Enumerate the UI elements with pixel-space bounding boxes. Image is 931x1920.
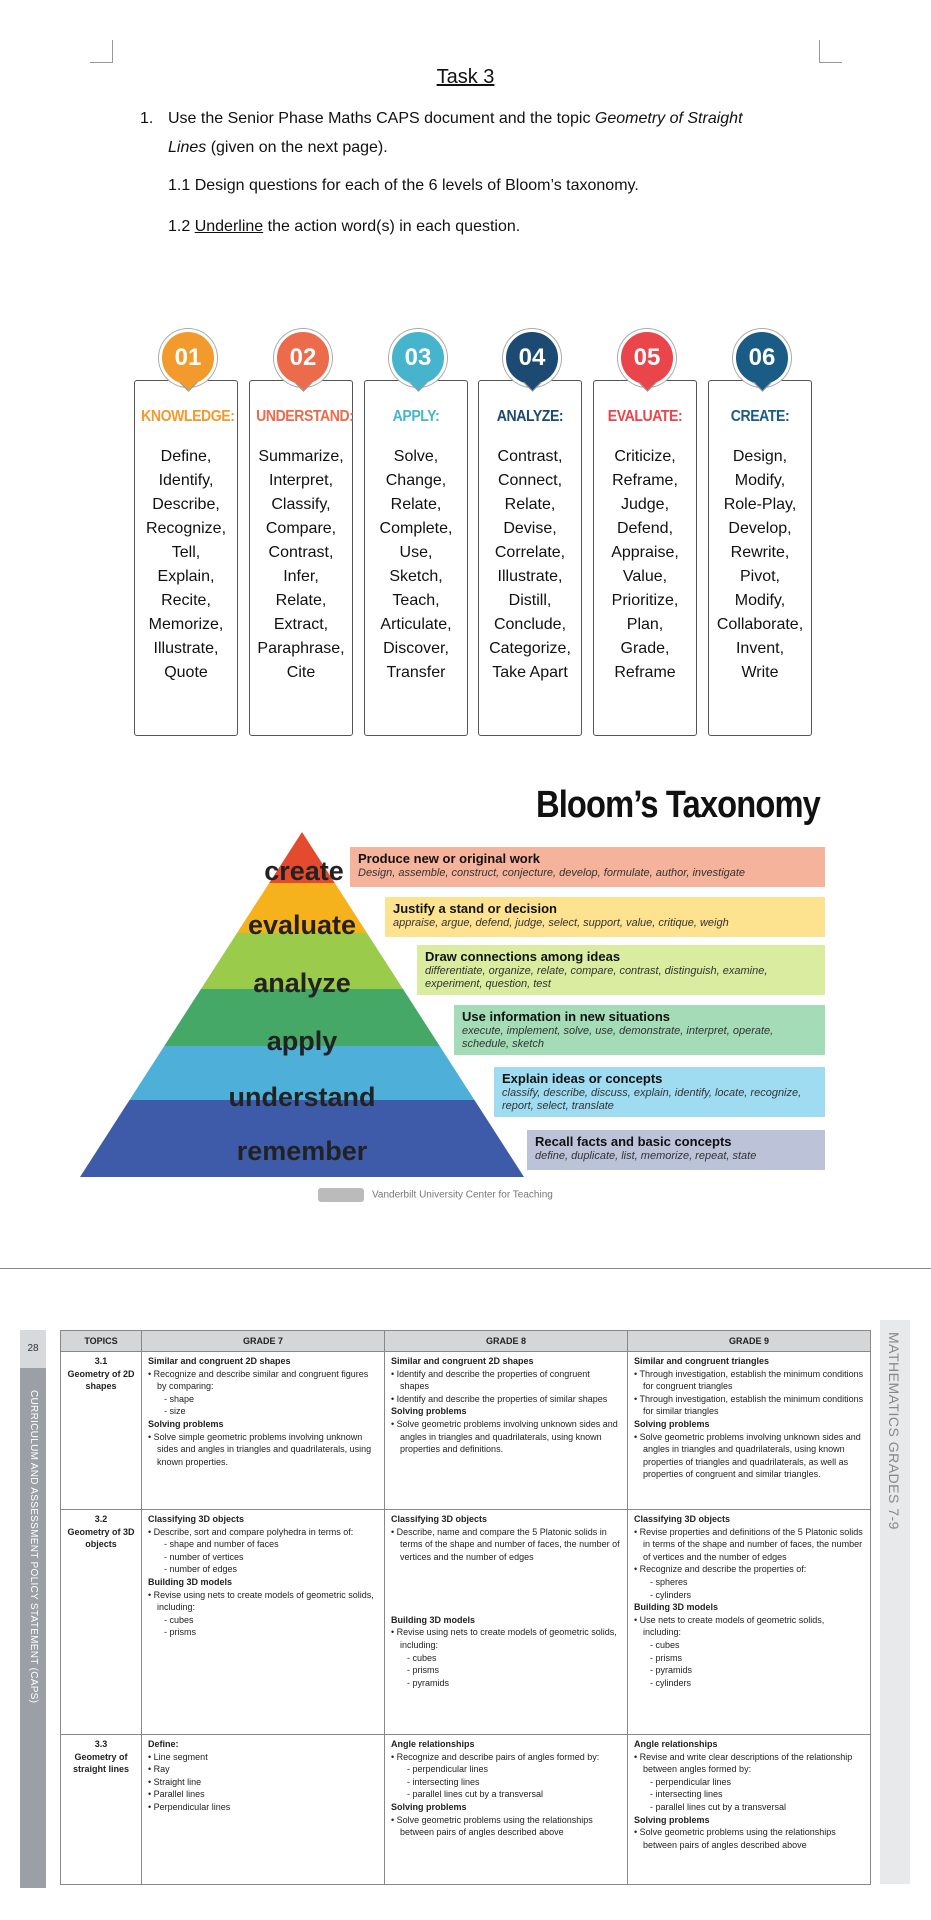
level-verb: Identify, [158, 472, 214, 489]
cell-heading: Angle relationships [634, 1739, 718, 1749]
cell-item: • Revise and write clear descriptions of the relationship between angles formed by: [634, 1751, 864, 1776]
level-verb: Judge, [620, 496, 670, 513]
question-1-topic-b: Lines [168, 139, 207, 156]
cell-item: - cubes [634, 1639, 864, 1652]
page-divider [0, 1268, 931, 1269]
cell-item: - perpendicular lines [391, 1763, 621, 1776]
cell-item: • Describe, sort and compare polyhedra in terms of: [148, 1526, 378, 1539]
question-1-2-underline: Underline [194, 218, 264, 235]
level-verb: Infer, [283, 568, 319, 585]
level-card-5 [593, 380, 697, 736]
level-verb: Sketch, [389, 568, 443, 585]
level-number: 02 [289, 344, 317, 371]
cell-item: • Revise using nets to create models of geometric solids, including: [391, 1626, 621, 1651]
level-verb: Prioritize, [611, 592, 679, 609]
cell-item: • Revise using nets to create models of geometric solids, including: [148, 1589, 378, 1614]
level-verb: Plan, [626, 616, 664, 633]
question-1-1: 1.1 Design questions for each of the 6 levels of Bloom’s taxonomy. [168, 177, 639, 194]
credit-text: Vanderbilt University Center for Teaching [372, 1189, 553, 1201]
cell-item: • Solve simple geometric problems involving unknown sides and angles in triangles and quadrilaterals, using known properties. [148, 1431, 378, 1469]
cell-item: • Through investigation, establish the minimum conditions for similar triangles [634, 1393, 864, 1418]
question-1-topic-a: Geometry of Straight [594, 110, 743, 127]
level-title: EVALUATE: [607, 408, 683, 425]
cell-item: - prisms [634, 1652, 864, 1665]
tier-label-evaluate: evaluate [247, 910, 357, 940]
level-verb: Develop, [728, 520, 792, 537]
level-verb: Relate, [390, 496, 442, 513]
topic-name: Geometry of 3D objects [67, 1526, 135, 1550]
level-badge [733, 329, 791, 387]
topic-number: 3.3 [94, 1739, 108, 1749]
cell-item: • Solve geometric problems involving unknown sides and angles in triangles and quadrilaterals, using known properties of triangles and quadrilaterals, as well as properties of congruent and similar triangles. [634, 1431, 864, 1481]
page-number: 28 [20, 1330, 46, 1368]
cell-item: - pyramids [634, 1664, 864, 1677]
grade-cell-g9 [628, 1352, 871, 1510]
cell-item: • Recognize and describe similar and congruent figures by comparing: [148, 1368, 378, 1393]
level-title: ANALYZE: [496, 408, 564, 425]
level-verb: Relate, [275, 592, 327, 609]
topic-number: 3.2 [94, 1514, 108, 1524]
level-verb: Contrast, [268, 544, 334, 561]
tier-description-analyze [417, 945, 825, 995]
caps-left-banner-text: CURRICULUM AND ASSESSMENT POLICY STATEMENT (CAPS) [28, 1390, 39, 1704]
cell-item: - cubes [391, 1652, 621, 1665]
level-verb: Reframe, [612, 472, 678, 489]
tier-verbs: classify, describe, discuss, explain, identify, locate, recognize, report, select, translate [502, 1087, 802, 1112]
header-topics: TOPICS [61, 1331, 142, 1352]
level-verb: Recite, [161, 592, 211, 609]
level-verb: Pivot, [739, 568, 780, 585]
cell-item: • Ray [148, 1763, 378, 1776]
level-verb: Recognize, [145, 520, 227, 537]
cell-item: - size [148, 1405, 378, 1418]
level-verb: Teach, [392, 592, 440, 609]
question-1-2-number: 1.2 [168, 218, 195, 235]
level-verb: Grade, [620, 640, 670, 657]
tier-verbs: execute, implement, solve, use, demonstrate, interpret, operate, schedule, sketch [462, 1025, 774, 1050]
pyramid-title: Bloom’s Taxonomy [535, 784, 820, 826]
cell-heading: Solving problems [148, 1418, 224, 1429]
level-number: 06 [748, 344, 776, 371]
level-number: 05 [633, 344, 661, 371]
grade-cell-g8 [385, 1735, 628, 1885]
level-verb: Describe, [152, 496, 220, 513]
cell-item: - perpendicular lines [634, 1776, 864, 1789]
cell-item: • Identify and describe the properties of congruent shapes [391, 1368, 621, 1393]
grade-cell-g7 [142, 1735, 385, 1885]
corner-mark-right [819, 40, 842, 63]
level-verbs [709, 445, 811, 685]
level-verb: Distill, [508, 592, 552, 609]
tier-verbs: appraise, argue, defend, judge, select, support, value, critique, weigh [393, 917, 729, 929]
tier-heading: Explain ideas or concepts [502, 1071, 663, 1086]
cell-item: • Through investigation, establish the minimum conditions for congruent triangles [634, 1368, 864, 1393]
level-verb: Complete, [379, 520, 453, 537]
cell-item: - parallel lines cut by a transversal [634, 1801, 864, 1814]
level-verb: Articulate, [380, 616, 452, 633]
level-verb: Relate, [504, 496, 556, 513]
topic-name: Geometry of 2D shapes [67, 1368, 135, 1392]
level-card-6 [708, 380, 812, 736]
cell-item: • Describe, name and compare the 5 Platonic solids in terms of the shape and number of faces, the number of vertices and the number of edges [391, 1526, 621, 1564]
cell-heading: Similar and congruent 2D shapes [391, 1356, 534, 1366]
cell-item: - cubes [148, 1614, 378, 1627]
cell-heading: Building 3D models [391, 1614, 476, 1625]
level-verb: Role-Play, [723, 496, 797, 513]
grade-cell-g7 [142, 1510, 385, 1735]
level-verb: Discover, [383, 640, 449, 657]
level-verb: Design, [732, 448, 788, 465]
level-verb: Value, [622, 568, 668, 585]
level-verb: Memorize, [148, 616, 224, 633]
cell-item: - cylinders [634, 1677, 864, 1690]
tier-label-understand: understand [228, 1082, 376, 1112]
level-card-3 [364, 380, 468, 736]
level-verb: Modify, [734, 592, 786, 609]
level-verb: Categorize, [489, 640, 571, 657]
question-1-text-a: Use the Senior Phase Maths CAPS document and the topic [168, 110, 595, 127]
level-verb: Classify, [271, 496, 331, 513]
level-title: UNDERSTAND: [256, 408, 354, 425]
level-verbs [135, 445, 237, 685]
cell-item: • Identify and describe the properties of similar shapes [391, 1393, 621, 1406]
tier-description-create [350, 847, 825, 887]
caps-right-banner [880, 1320, 910, 1884]
level-verb: Quote [164, 664, 208, 681]
level-verb: Solve, [393, 448, 439, 465]
header-grade-7: GRADE 7 [142, 1331, 385, 1352]
table-row [61, 1352, 871, 1510]
cell-heading: Classifying 3D objects [634, 1514, 731, 1524]
level-verb: Use, [399, 544, 433, 561]
tier-heading: Use information in new situations [462, 1009, 671, 1024]
level-badge [159, 329, 217, 387]
level-verb: Explain, [157, 568, 215, 585]
topic-cell [61, 1510, 142, 1735]
tier-description-remember [527, 1130, 825, 1170]
level-verb: Appraise, [611, 544, 679, 561]
corner-mark-left [90, 40, 113, 63]
level-verb: Interpret, [268, 472, 334, 489]
level-verb: Summarize, [258, 448, 344, 465]
cell-item: • Parallel lines [148, 1788, 378, 1801]
level-verb: Extract, [273, 616, 329, 633]
table-row [61, 1735, 871, 1885]
cell-item: - parallel lines cut by a transversal [391, 1788, 621, 1801]
caps-right-banner-text: MATHEMATICS GRADES 7-9 [886, 1332, 902, 1530]
level-badge [274, 329, 332, 387]
question-1-2-text: the action word(s) in each question. [263, 218, 521, 235]
level-card-2 [249, 380, 353, 736]
task-title: Task 3 [436, 66, 495, 88]
level-verb: Devise, [503, 520, 557, 537]
level-card-1 [134, 380, 238, 736]
level-verb: Take Apart [492, 664, 568, 681]
topic-number: 3.1 [94, 1356, 108, 1366]
level-verb: Change, [385, 472, 447, 489]
tier-heading: Draw connections among ideas [425, 949, 621, 964]
cell-heading: Solving problems [634, 1814, 710, 1825]
level-verb: Illustrate, [153, 640, 219, 657]
cell-item: - intersecting lines [391, 1776, 621, 1789]
cell-item: - cylinders [634, 1589, 864, 1602]
cell-item [391, 1576, 621, 1589]
level-number: 03 [404, 344, 432, 371]
level-badge [503, 329, 561, 387]
level-title: KNOWLEDGE: [141, 408, 235, 425]
level-verbs [594, 445, 696, 685]
cell-item [391, 1589, 621, 1602]
level-card-4 [478, 380, 582, 736]
cc-license-icon [318, 1188, 364, 1202]
tier-verbs: define, duplicate, list, memorize, repeat, state [535, 1150, 757, 1162]
level-verb: Define, [160, 448, 212, 465]
cell-item: • Recognize and describe pairs of angles formed by: [391, 1751, 621, 1764]
level-verb: Transfer [386, 664, 446, 681]
cell-item: - shape and number of faces [148, 1538, 378, 1551]
tier-description-apply [454, 1005, 825, 1055]
cell-heading: Solving problems [391, 1406, 467, 1417]
level-verb: Write [741, 664, 779, 681]
cell-item: - number of edges [148, 1563, 378, 1576]
grade-cell-g8 [385, 1510, 628, 1735]
level-verb: Paraphrase, [257, 640, 345, 657]
grade-cell-g9 [628, 1510, 871, 1735]
level-verb: Compare, [265, 520, 337, 537]
cell-item: - number of vertices [148, 1551, 378, 1564]
header-grade-9: GRADE 9 [628, 1331, 871, 1352]
level-number: 04 [518, 344, 546, 371]
tier-label-remember: remember [236, 1136, 368, 1166]
level-badge [389, 329, 447, 387]
cell-heading: Building 3D models [634, 1602, 719, 1613]
level-verb: Connect, [497, 472, 563, 489]
tier-heading: Recall facts and basic concepts [535, 1134, 732, 1149]
level-verb: Conclude, [493, 616, 567, 633]
cell-item: - pyramids [391, 1677, 621, 1690]
level-verb: Illustrate, [497, 568, 563, 585]
level-verb: Contrast, [497, 448, 563, 465]
level-verb: Tell, [171, 544, 201, 561]
cell-item: • Solve geometric problems using the relationships between pairs of angles described above [634, 1826, 864, 1851]
question-1-2 [168, 218, 520, 236]
cell-item: - intersecting lines [634, 1788, 864, 1801]
topic-cell [61, 1352, 142, 1510]
question-1-number: 1. [140, 110, 154, 127]
tier-description-evaluate [385, 897, 825, 937]
cell-item: • Straight line [148, 1776, 378, 1789]
cell-item [391, 1563, 621, 1576]
level-title: CREATE: [730, 408, 790, 425]
level-verb: Invent, [735, 640, 785, 657]
topic-name: Geometry of straight lines [72, 1751, 129, 1775]
cell-heading: Similar and congruent 2D shapes [148, 1356, 291, 1366]
topic-cell [61, 1735, 142, 1885]
tier-heading: Justify a stand or decision [393, 901, 557, 916]
level-badge [618, 329, 676, 387]
grade-cell-g9 [628, 1735, 871, 1885]
cell-heading: Solving problems [391, 1801, 467, 1812]
cell-item: • Perpendicular lines [148, 1801, 378, 1814]
cell-heading: Solving problems [634, 1418, 710, 1429]
level-verb: Collaborate, [716, 616, 804, 633]
level-verbs [479, 445, 581, 685]
cell-item [391, 1601, 621, 1614]
tier-verbs: Design, assemble, construct, conjecture, develop, formulate, author, investigate [358, 867, 746, 879]
tier-label-apply: apply [266, 1026, 338, 1056]
cell-item: • Solve geometric problems using the relationships between pairs of angles described above [391, 1814, 621, 1839]
header-grade-8: GRADE 8 [385, 1331, 628, 1352]
level-verb: Criticize, [614, 448, 676, 465]
cell-heading: Angle relationships [391, 1739, 475, 1749]
level-verb: Rewrite, [730, 544, 790, 561]
question-1-text-b: (given on the next page). [206, 139, 388, 156]
grade-cell-g7 [142, 1352, 385, 1510]
tier-heading: Produce new or original work [358, 851, 541, 866]
caps-table [60, 1330, 871, 1885]
level-number: 01 [174, 344, 202, 371]
cell-item: • Use nets to create models of geometric solids, including: [634, 1614, 864, 1639]
pyramid-credit [318, 1188, 553, 1202]
cell-heading: Similar and congruent triangles [634, 1356, 770, 1366]
cell-item: • Recognize and describe the properties of: [634, 1563, 864, 1576]
level-verbs [250, 445, 352, 685]
tier-description-understand [494, 1067, 825, 1117]
caps-left-banner [20, 1330, 46, 1888]
table-row [61, 1510, 871, 1735]
level-verb: Correlate, [494, 544, 566, 561]
level-title: APPLY: [392, 408, 440, 425]
cell-item: • Revise properties and definitions of the 5 Platonic solids in terms of the shape and number of faces, the number of vertices and the number of edges [634, 1526, 864, 1564]
cell-item: • Line segment [148, 1751, 378, 1764]
cell-heading: Define: [148, 1739, 179, 1749]
tier-verbs: differentiate, organize, relate, compare, contrast, distinguish, examine, experiment, question, test [425, 965, 768, 990]
cell-item: • Solve geometric problems involving unknown sides and angles in triangles and quadrilaterals, using known properties and definitions. [391, 1418, 621, 1456]
cell-heading: Building 3D models [148, 1576, 233, 1587]
level-verb: Cite [286, 664, 316, 681]
grade-cell-g8 [385, 1352, 628, 1510]
cell-item: - shape [148, 1393, 378, 1406]
cell-heading: Classifying 3D objects [391, 1514, 488, 1524]
level-verbs [365, 445, 467, 685]
cell-item: - prisms [391, 1664, 621, 1677]
cell-item: - spheres [634, 1576, 864, 1589]
tier-label-create: create [264, 856, 344, 886]
level-verb: Reframe [614, 664, 676, 681]
level-verb: Defend, [616, 520, 674, 537]
cell-heading: Classifying 3D objects [148, 1514, 245, 1524]
level-verb: Modify, [734, 472, 786, 489]
cell-item: - prisms [148, 1626, 378, 1639]
tier-label-analyze: analyze [253, 968, 351, 998]
